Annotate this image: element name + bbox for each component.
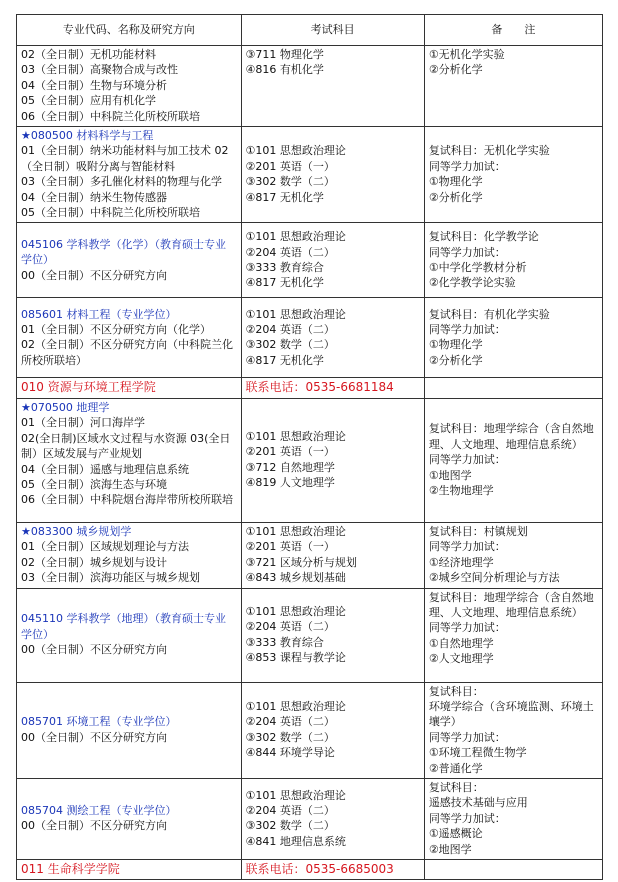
note-cell (424, 46, 602, 127)
exam-cell (241, 298, 424, 378)
exam-line: ③333 教育综合 (245, 635, 324, 649)
table-header-row (17, 15, 603, 46)
note-line: ①中学化学教材分析 (428, 260, 527, 274)
direction-line: 00（全日制）不区分研究方向 (21, 730, 167, 744)
direction-line: 00（全日制）不区分研究方向 (21, 819, 167, 833)
note-cell (424, 588, 602, 682)
direction-line: 02（全日制）不区分研究方向（中科院兰化所校所联培） (21, 338, 233, 367)
exam-line: ③711 物理化学 (245, 48, 324, 61)
exam-line: ③712 自然地理学 (245, 460, 335, 474)
exam-cell (241, 398, 424, 522)
college-phone: 联系电话：0535-6681184 (241, 378, 424, 398)
college-note (424, 378, 602, 398)
exam-cell (241, 127, 424, 223)
note-line: 遥感技术基础与应用 (428, 796, 528, 810)
college-note (424, 859, 602, 879)
exam-cell (241, 778, 424, 859)
major-title: ★070500 地理学 (21, 400, 110, 414)
direction-line: 05（全日制）滨海生态与环境 (21, 477, 167, 491)
direction-line: 01（全日制）区域规划理论与方法 (21, 540, 189, 554)
table-row (17, 682, 603, 778)
exam-line: ④817 无机化学 (245, 353, 324, 367)
exam-line: ④819 人文地理学 (245, 476, 335, 490)
exam-line: ①101 思想政治理论 (245, 788, 346, 802)
header-note: 备 注 (424, 15, 602, 46)
direction-line: 03（全日制）高聚物合成与改性 (21, 63, 178, 77)
exam-line: ②204 英语（二） (245, 620, 335, 634)
direction-line: 04（全日制）生物与环境分析 (21, 78, 167, 92)
direction-line: 06（全日制）中科院烟台海岸带所校所联培 (21, 493, 233, 507)
note-line: ②分析化学 (428, 63, 483, 77)
exam-line: ①101 思想政治理论 (245, 524, 346, 538)
note-line: ②生物地理学 (428, 483, 494, 497)
exam-line: ②204 英语（二） (245, 715, 335, 729)
major-cell (17, 588, 242, 682)
note-line: ②地图学 (428, 842, 472, 856)
note-line: 同等学力加试： (428, 245, 506, 259)
table-row (17, 588, 603, 682)
note-line: 复试科目：化学教学论 (428, 230, 539, 244)
exam-cell (241, 522, 424, 588)
note-line: 复试科目： (428, 780, 484, 794)
direction-line: 02（全日制）城乡规划与设计 (21, 555, 167, 569)
note-line: 同等学力加试： (428, 621, 506, 635)
note-cell (424, 298, 602, 378)
exam-line: ④853 课程与教学论 (245, 650, 346, 664)
direction-line: 03（全日制）滨海功能区与城乡规划 (21, 571, 200, 585)
exam-line: ①101 思想政治理论 (245, 604, 346, 618)
major-title: 045110 学科教学（地理）（教育硕士专业学位） (21, 612, 226, 641)
major-title: ★080500 材料科学与工程 (21, 129, 154, 143)
header-exam: 考试科目 (241, 15, 424, 46)
table-row (17, 46, 603, 127)
exam-line: ①101 思想政治理论 (245, 699, 346, 713)
exam-cell (241, 223, 424, 298)
note-line: ①自然地理学 (428, 636, 494, 650)
note-line: ①物理化学 (428, 175, 483, 189)
note-line: ①环境工程微生物学 (428, 746, 527, 760)
major-cell (17, 46, 242, 127)
major-cell (17, 778, 242, 859)
table-row (17, 223, 603, 298)
exam-line: ③302 数学（二） (245, 730, 335, 744)
major-cell (17, 522, 242, 588)
note-line: 复试科目：有机化学实验 (428, 307, 550, 321)
exam-line: ②201 英语（一） (245, 445, 335, 459)
direction-line: 05（全日制）应用有机化学 (21, 94, 156, 108)
note-line: 同等学力加试： (428, 159, 506, 173)
exam-line: ①101 思想政治理论 (245, 144, 346, 158)
direction-line: 00（全日制）不区分研究方向 (21, 268, 167, 282)
note-line: ②化学教学论实验 (428, 276, 516, 290)
direction-line: 04（全日制）遥感与地理信息系统 (21, 462, 189, 476)
note-line: 复试科目：地理学综合（含自然地理、人文地理、地理信息系统） (428, 422, 594, 451)
table-row (17, 522, 603, 588)
major-cell (17, 223, 242, 298)
major-title: 085601 材料工程（专业学位） (21, 307, 177, 321)
table-row (17, 778, 603, 859)
note-line: ①物理化学 (428, 338, 483, 352)
direction-line: 06（全日制）中科院兰化所校所联培 (21, 109, 200, 123)
major-cell (17, 298, 242, 378)
major-cell (17, 398, 242, 522)
direction-line: 01（全日制）不区分研究方向（化学） (21, 323, 211, 337)
major-title: 085701 环境工程（专业学位） (21, 715, 177, 729)
note-cell (424, 127, 602, 223)
direction-line: 00（全日制）不区分研究方向 (21, 643, 167, 657)
major-cell (17, 127, 242, 223)
major-cell (17, 682, 242, 778)
exam-line: ③302 数学（二） (245, 819, 335, 833)
note-line: ②分析化学 (428, 190, 483, 204)
exam-line: ②201 英语（一） (245, 540, 335, 554)
note-cell (424, 778, 602, 859)
note-cell (424, 223, 602, 298)
exam-line: ①101 思想政治理论 (245, 307, 346, 321)
note-line: 复试科目：村镇规划 (428, 524, 528, 538)
header-major: 专业代码、名称及研究方向 (17, 15, 242, 46)
college-row (17, 378, 603, 398)
note-line: ②人文地理学 (428, 652, 494, 666)
exam-line: ③302 数学（二） (245, 338, 335, 352)
direction-line: 04（全日制）纳米生物传感器 (21, 190, 167, 204)
note-line: 复试科目：地理学综合（含自然地理、人文地理、地理信息系统） (428, 590, 594, 619)
exam-line: ②204 英语（二） (245, 323, 335, 337)
exam-line: ④817 无机化学 (245, 276, 324, 290)
college-name: 011 生命科学学院 (17, 859, 242, 879)
note-line: 复试科目： (428, 684, 484, 698)
major-title: 085704 测绘工程（专业学位） (21, 804, 177, 818)
note-line: ②普通化学 (428, 761, 483, 775)
major-title: ★083300 城乡规划学 (21, 524, 132, 538)
table-row (17, 398, 603, 522)
note-line: 同等学力加试： (428, 730, 506, 744)
exam-cell (241, 46, 424, 127)
exam-line: ①101 思想政治理论 (245, 230, 346, 244)
exam-line: ③302 数学（二） (245, 175, 335, 189)
table-row (17, 298, 603, 378)
table-row (17, 127, 603, 223)
note-line: 同等学力加试： (428, 811, 506, 825)
admission-table (16, 14, 603, 880)
exam-line: ②204 英语（二） (245, 245, 335, 259)
note-line: 复试科目：无机化学实验 (428, 144, 550, 158)
note-cell (424, 398, 602, 522)
note-line: 环境学综合（含环境监测、环境土壤学） (428, 699, 594, 729)
note-line: ①无机化学实验 (428, 48, 505, 61)
note-line: ①经济地理学 (428, 555, 494, 569)
note-line: ②城乡空间分析理论与方法 (428, 571, 560, 585)
college-row (17, 859, 603, 879)
note-line: 同等学力加试： (428, 323, 506, 337)
direction-line: 01（全日制）河口海岸学 (21, 416, 145, 430)
note-line: 同等学力加试： (428, 453, 506, 467)
major-title: 045106 学科教学（化学）（教育硕士专业学位） (21, 237, 226, 267)
direction-line: 03（全日制）多孔催化材料的物理与化学 (21, 175, 222, 189)
note-line: 同等学力加试： (428, 540, 506, 554)
exam-line: ③333 教育综合 (245, 260, 324, 274)
direction-line: 05（全日制）中科院兰化所校所联培 (21, 206, 200, 220)
exam-line: ④841 地理信息系统 (245, 834, 346, 848)
exam-line: ④817 无机化学 (245, 190, 324, 204)
exam-line: ②201 英语（一） (245, 159, 335, 173)
note-line: ②分析化学 (428, 353, 483, 367)
exam-line: ①101 思想政治理论 (245, 430, 346, 444)
exam-line: ④843 城乡规划基础 (245, 571, 346, 585)
direction-line: 02(全日制)区域水文过程与水资源 03(全日制）区域发展与产业规划 (21, 431, 231, 461)
direction-line: 02（全日制）无机功能材料 (21, 48, 156, 61)
exam-line: ④816 有机化学 (245, 63, 324, 77)
college-phone: 联系电话：0535-6685003 (241, 859, 424, 879)
exam-cell (241, 682, 424, 778)
exam-cell (241, 588, 424, 682)
exam-line: ③721 区域分析与规划 (245, 555, 357, 569)
note-cell (424, 682, 602, 778)
direction-line: 01（全日制）纳米功能材料与加工技术 02（全日制）吸附分离与智能材料 (21, 144, 229, 173)
exam-line: ④844 环境学导论 (245, 746, 335, 760)
college-name: 010 资源与环境工程学院 (17, 378, 242, 398)
note-line: ①遥感概论 (428, 827, 483, 841)
note-line: ①地图学 (428, 468, 472, 482)
note-cell (424, 522, 602, 588)
exam-line: ②204 英语（二） (245, 804, 335, 818)
